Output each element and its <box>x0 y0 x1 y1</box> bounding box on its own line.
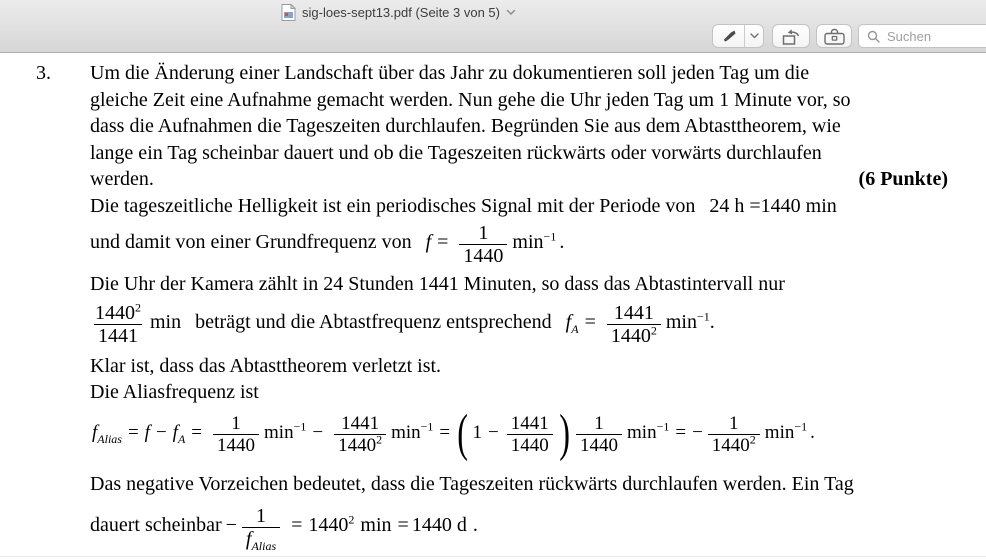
math-unit: min <box>360 514 392 536</box>
fraction-denominator: 1440$^2$ <box>607 324 661 347</box>
titlebar <box>0 0 986 53</box>
math-unit: min <box>150 311 182 333</box>
equation-alias-frequency <box>92 405 948 465</box>
toolbox-icon <box>824 28 845 45</box>
math-result: 1440 d <box>411 514 467 536</box>
fraction <box>334 413 386 457</box>
math-unit: $\min^{-1}$ <box>264 419 307 443</box>
fraction-numerator: 1 <box>478 221 489 244</box>
math-unit: $\min^{-1}$ <box>764 419 808 443</box>
math-number: 1440$^2$ <box>308 512 355 536</box>
math-var-fAlias: $f_{Alias}$ <box>92 421 122 446</box>
problem-text <box>90 60 948 193</box>
points-badge: (6 Punkte) <box>858 168 948 190</box>
markup-pen-button[interactable] <box>713 25 744 47</box>
math-right-paren: ) <box>558 405 570 463</box>
fraction <box>459 222 507 268</box>
math-equals: = <box>127 421 139 443</box>
problem-line: dass die Aufnahmen die Tageszeiten durchlaufen. Begründen Sie aus dem Abtasttheorem, wie <box>90 115 841 137</box>
problem-line-end: werden. <box>90 168 154 190</box>
math-unit: $\min^{-1}$ <box>665 309 710 333</box>
problem-number: 3. <box>36 62 51 84</box>
fraction-numerator: 1 <box>594 412 604 434</box>
fraction <box>576 413 622 457</box>
fraction <box>507 413 553 457</box>
fraction-denominator: 1440$^2$ <box>334 434 386 456</box>
fraction-numerator: 1 <box>256 504 266 527</box>
page-bottom-divider <box>0 556 986 557</box>
pen-chevron-down-icon <box>750 33 759 39</box>
solution-text: Die tageszeitliche Helligkeit ist ein periodisches Signal mit der Periode von <box>90 194 696 217</box>
fraction-numerator: 1440$^2$ <box>95 299 141 324</box>
math-period: . <box>810 421 815 443</box>
fraction-numerator: 1441 <box>613 301 654 324</box>
math-var-f: f <box>425 231 432 253</box>
math-minus: − <box>487 421 499 443</box>
math-number: 1 <box>472 421 482 443</box>
math-equals: = <box>291 514 303 536</box>
solution-line-8: Das negative Vorzeichen bedeutet, dass die Tageszeiten rückwärts durchlaufen werden. Ein Tag <box>90 472 854 495</box>
math-minus: − <box>312 421 324 443</box>
fraction-denominator: 1440 <box>576 434 622 456</box>
math-unit: $\min^{-1}$ <box>627 419 670 443</box>
pdf-page <box>0 53 986 559</box>
fraction <box>607 302 661 348</box>
fraction-denominator: 1440 <box>213 434 259 456</box>
solution-line-6: Die Aliasfrequenz ist <box>90 380 259 403</box>
math-equals: = <box>584 311 596 333</box>
search-input[interactable] <box>885 28 986 45</box>
fraction-denominator: 1441 <box>94 324 142 347</box>
math-minus: − <box>155 421 167 443</box>
title-chevron-down-icon[interactable] <box>506 9 516 16</box>
fraction-numerator: 1 <box>231 412 241 434</box>
period-value: 24 h =1440 min <box>709 194 837 217</box>
solution-text: und damit von einer Grundfrequenz von <box>90 231 412 253</box>
fraction <box>213 413 259 457</box>
problem-last-line <box>90 166 948 193</box>
problem-line: Um die Änderung einer Landschaft über das Jahr zu dokumentieren soll jeden Tag um die <box>90 62 810 84</box>
pdf-document-icon <box>281 4 296 21</box>
window-title: sig-loes-sept13.pdf (Seite 3 von 5) <box>302 4 500 20</box>
math-equals: = <box>439 421 451 443</box>
math-equals: = <box>397 514 409 536</box>
solution-line-5: Klar ist, dass das Abtasttheorem verletzt ist. <box>90 354 442 377</box>
fraction <box>91 299 145 348</box>
fraction-numerator: 1441 <box>510 412 549 434</box>
markup-toolbox-button[interactable] <box>816 24 852 48</box>
math-var-fA: $f_A$ <box>172 421 186 446</box>
math-var-fA: $f_A$ <box>565 311 579 336</box>
search-icon <box>867 30 880 43</box>
math-unit: $\min^{-1}$ <box>391 419 434 443</box>
solution-line-3: Die Uhr der Kamera zählt in 24 Stunden 1441 Minuten, so dass das Abtastintervall nur <box>90 272 785 295</box>
equation-apparent-day <box>90 499 948 557</box>
marker-pen-icon <box>720 29 738 43</box>
problem-line: lange ein Tag scheinbar dauert und ob die Tageszeiten rückwärts oder vorwärts durchlaufen <box>90 141 822 164</box>
solution-line-1 <box>90 193 948 219</box>
math-period: . <box>709 311 715 333</box>
math-equals: = <box>437 231 449 253</box>
fraction-numerator: 1 <box>729 412 739 434</box>
equation-sampling-frequency <box>86 297 948 353</box>
fraction-denominator: 1440 <box>507 434 553 456</box>
math-minus: − <box>692 421 703 443</box>
fraction-denominator: 1440 <box>459 244 507 267</box>
equation-fundamental-frequency <box>90 219 948 271</box>
math-left-paren: ( <box>457 405 469 463</box>
fraction-denominator: $f_{Alias}$ <box>242 527 280 550</box>
fraction-numerator: 1441 <box>341 412 380 434</box>
math-period: . <box>559 231 565 253</box>
math-minus: − <box>225 514 237 536</box>
fraction-denominator: 1440$^2$ <box>708 434 760 456</box>
problem-block <box>36 60 948 193</box>
title-menu[interactable] <box>281 3 516 21</box>
math-unit: $\min^{-1}$ <box>512 229 557 253</box>
math-equals: = <box>675 421 687 443</box>
markup-pen-button-group <box>712 24 764 48</box>
fraction <box>242 505 280 551</box>
solution-text: beträgt und die Abtastfrequenz entsprechend <box>195 311 552 333</box>
fraction <box>708 413 760 457</box>
math-equals: = <box>191 421 203 443</box>
pen-dropdown-button[interactable] <box>745 25 763 47</box>
search-field[interactable] <box>858 24 986 48</box>
solution-text: dauert scheinbar <box>90 514 222 536</box>
rotate-left-icon <box>781 27 801 46</box>
problem-line: gleiche Zeit eine Aufnahme gemacht werden. Nun gehe die Uhr jeden Tag um 1 Minute vor, so <box>90 88 851 111</box>
rotate-left-button[interactable] <box>772 24 810 48</box>
math-var-f: f <box>144 421 150 443</box>
math-period: . <box>472 514 478 536</box>
